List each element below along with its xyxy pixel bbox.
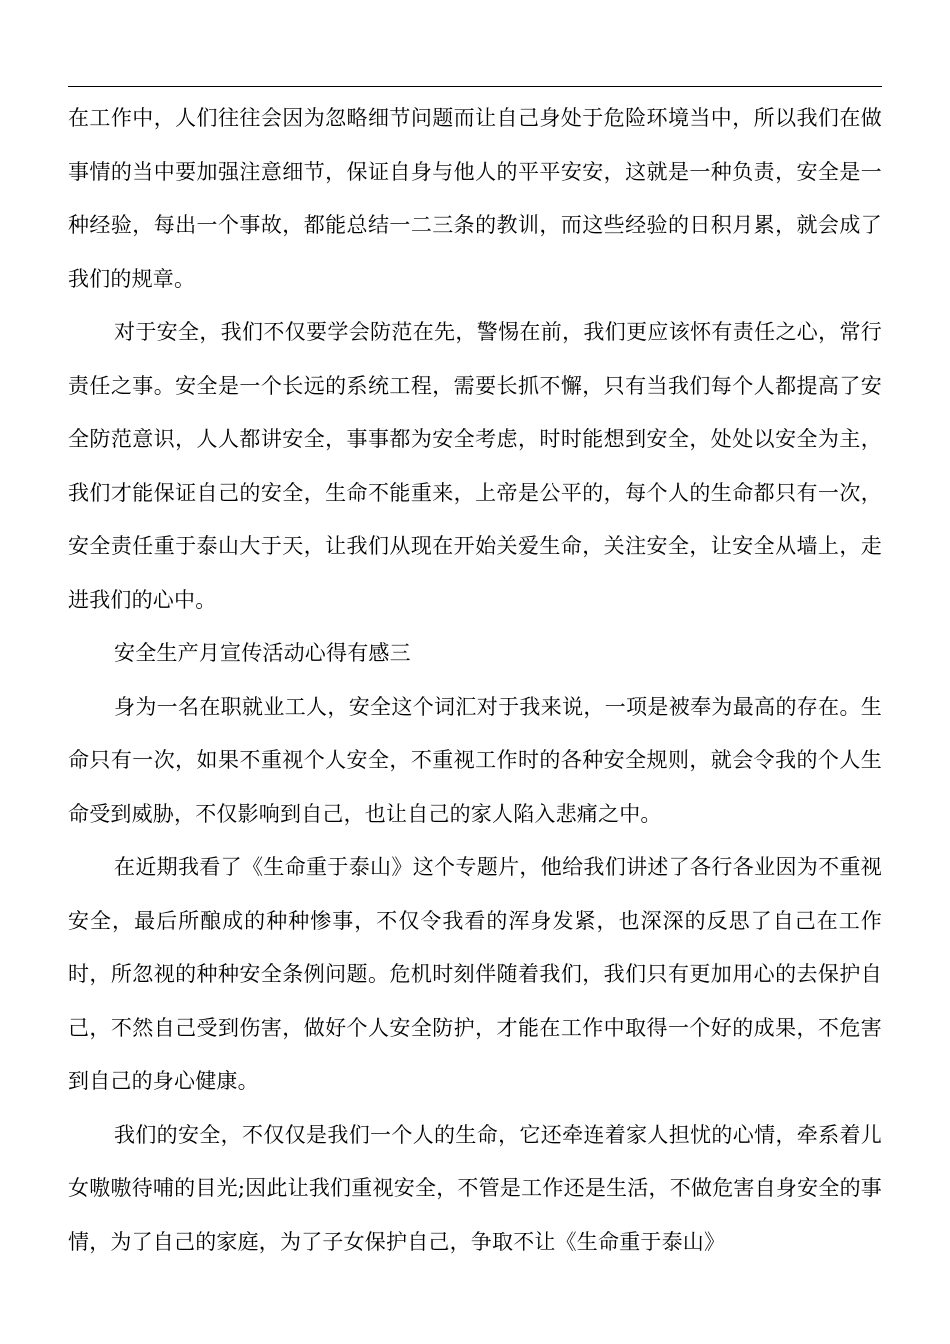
paragraph-3: 身为一名在职就业工人，安全这个词汇对于我来说，一项是被奉为最高的存在。生命只有一次，如果不重视个人安全，不重视工作时的各种安全规则，就会令我的个人生命受到威胁，不仅影响到自己，也让自己的家人陷入悲痛之中。	[68, 694, 882, 826]
paragraph-1: 在工作中，人们往往会因为忽略细节问题而让自己身处于危险环境当中，所以我们在做事情的当中要加强注意细节，保证自身与他人的平平安安，这就是一种负责，安全是一种经验，每出一个事故，都能总结一二三条的教训，而这些经验的日积月累，就会成了我们的规章。	[68, 106, 882, 291]
paragraph-5: 我们的安全，不仅仅是我们一个人的生命，它还牵连着家人担忧的心情，牵系着儿女嗷嗷待哺的目光;因此让我们重视安全，不管是工作还是生活，不做危害自身安全的事情，为了自己的家庭，为了子女保护自己，争取不让《生命重于泰山》	[68, 1122, 882, 1254]
paragraph-2: 对于安全，我们不仅要学会防范在先，警惕在前，我们更应该怀有责任之心，常行责任之事。安全是一个长远的系统工程，需要长抓不懈，只有当我们每个人都提高了安全防范意识，人人都讲安全，事事都为安全考虑，时时能想到安全，处处以安全为主，我们才能保证自己的安全，生命不能重来，上帝是公平的，每个人的生命都只有一次，安全责任重于泰山大于天，让我们从现在开始关爱生命，关注安全，让安全从墙上，走进我们的心中。	[68, 320, 882, 612]
section-heading: 安全生产月宣传活动心得有感三	[114, 641, 411, 665]
document-body	[68, 92, 882, 1269]
paragraph-4: 在近期我看了《生命重于泰山》这个专题片，他给我们讲述了各行各业因为不重视安全，最后所酿成的种种惨事，不仅令我看的浑身发紧，也深深的反思了自己在工作时，所忽视的种种安全条例问题。危机时刻伴随着我们，我们只有更加用心的去保护自己，不然自己受到伤害，做好个人安全防护，才能在工作中取得一个好的成果，不危害到自己的身心健康。	[68, 855, 882, 1093]
header-rule	[68, 86, 882, 87]
